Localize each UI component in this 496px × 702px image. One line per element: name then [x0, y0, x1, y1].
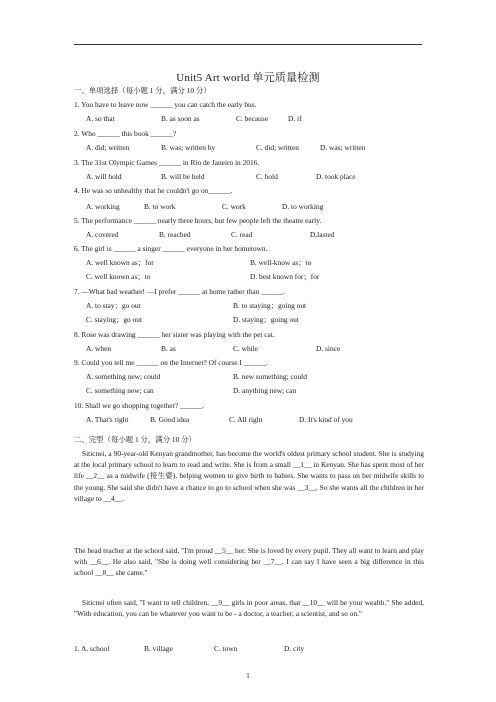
q9-option-b: B. new something; could	[233, 372, 307, 381]
page-number: 1	[246, 672, 250, 680]
section1-heading: 一、单项选择（每小题 1 分，满分 10 分）	[74, 86, 211, 95]
q3-option-b: B. will be held	[161, 172, 205, 181]
question-6: 6. The girl is ______ a singer ______ everyone in her hometown.	[74, 244, 268, 253]
q10-option-a: A. That's right	[86, 415, 129, 424]
q6-option-a: A. well known as；for	[86, 258, 154, 267]
question-5: 5. The performance ______ nearly three hours, but few people left the theatre early.	[74, 216, 322, 225]
cloze-q1-option-d: D. city	[284, 644, 305, 653]
q10-option-c: C. All right	[229, 415, 263, 424]
question-4: 4. He was so unhealthy that he couldn't go on______.	[74, 186, 233, 195]
q6-option-b: B. well-know as；to	[250, 258, 312, 267]
q1-option-d: D. if	[288, 114, 302, 123]
q5-option-c: C. read	[231, 230, 253, 239]
q5-option-a: A. covered	[86, 230, 119, 239]
q9-option-a: A. something new; could	[86, 372, 161, 381]
q7-option-b: B. to staying；going out	[233, 301, 307, 310]
q1-option-c: C. because	[236, 114, 269, 123]
q9-option-c: C. something new; can	[86, 386, 154, 395]
question-9: 9. Could you tell me ______ on the Internet? Of course I ______.	[74, 358, 268, 367]
q1-option-b: B. as soon as	[161, 114, 200, 123]
q8-option-a: A. when	[86, 344, 112, 353]
section2-heading: 二、完型（每小题 1 分，满分 10 分）	[74, 435, 196, 444]
question-2: 2. Who ______ this book ______?	[74, 129, 177, 138]
passage-paragraph-2: The head teacher at the school said, "I'm proud __5__ her. She is loved by every pupil. They all want to learn and play with __6__. He also said, "She is doing well considering her __7__. I can say I have seen a big difference in this school __8__ she came."	[74, 546, 424, 578]
q1-option-a: A. so that	[86, 114, 115, 123]
q4-option-b: B. to work	[144, 202, 176, 211]
cloze-q1-option-b: B. village	[144, 644, 173, 653]
q7-option-d: D. staying；going out	[233, 315, 299, 324]
cloze-question-1: 1. A. school	[74, 644, 110, 653]
cloze-q1-option-c: C. town	[214, 644, 238, 653]
question-1: 1. You have to leave now ______ you can catch the early bus.	[74, 100, 257, 109]
page-title: Unit5 Art world 单元质量检测	[176, 72, 320, 84]
q5-option-d: D.lasted	[310, 230, 335, 239]
q4-option-c: C. work	[222, 202, 246, 211]
q2-option-d: D. was; written	[320, 143, 366, 152]
q10-option-b: B. Good idea	[150, 415, 190, 424]
q7-option-a: A. to stay；go out	[86, 301, 141, 310]
q9-option-d: D. anything new; can	[233, 386, 297, 395]
q4-option-a: A. working	[86, 202, 120, 211]
header-rule	[74, 44, 422, 45]
question-8: 8. Rose was drawing ______ her sister was playing with the pet cat.	[74, 330, 275, 339]
q2-option-b: B. was; written by	[161, 143, 216, 152]
q8-option-b: B. as	[161, 344, 176, 353]
q2-option-c: C. did; written	[256, 143, 299, 152]
q2-option-a: A. did; written	[86, 143, 130, 152]
question-10: 10. Shall we go shopping together? ______.	[74, 401, 205, 410]
passage-paragraph-3: Siticnei often said, "I want to tell children, __9__ girls in poor areas, that __10__ will be your wealth." She added, "With education, you can be whatever you want to be - a doctor, a teacher, a scientist, and so on."	[74, 598, 424, 619]
question-3: 3. The 31st Olympic Games ______ in Rio de Janeiro in 2016.	[74, 158, 260, 167]
q4-option-d: D. to working	[282, 202, 324, 211]
q8-option-d: D. since	[316, 344, 341, 353]
question-7: 7. —What bad weather! —I prefer ______ at home rather than ______.	[74, 287, 286, 296]
q8-option-c: C. while	[233, 344, 259, 353]
q5-option-b: B. reached	[159, 230, 191, 239]
passage-paragraph-1: Siticnei, a 90-year-old Kenyan grandmother, has become the world's oldest primary school student. She is studying at the local primary school to learn to read and write. She is from a small __1__ in Kenyan. She has spent most of her life __2__ as a midwife (接生婆), helping women to give birth to babies. She wants to pass on her midwife skills to the young. She said she didn't have a chance to go to school when she was __3__. So she wants all the children in her village to __4__.	[74, 449, 424, 503]
q6-option-d: D. best known for；for	[250, 272, 320, 281]
q6-option-c: C. well known as；to	[86, 272, 151, 281]
q3-option-c: C. hold	[256, 172, 278, 181]
q10-option-d: D. It's kind of you	[299, 415, 353, 424]
q3-option-d: D. took place	[316, 172, 356, 181]
q3-option-a: A. will hold	[86, 172, 122, 181]
q7-option-c: C. staying；go out	[86, 315, 143, 324]
